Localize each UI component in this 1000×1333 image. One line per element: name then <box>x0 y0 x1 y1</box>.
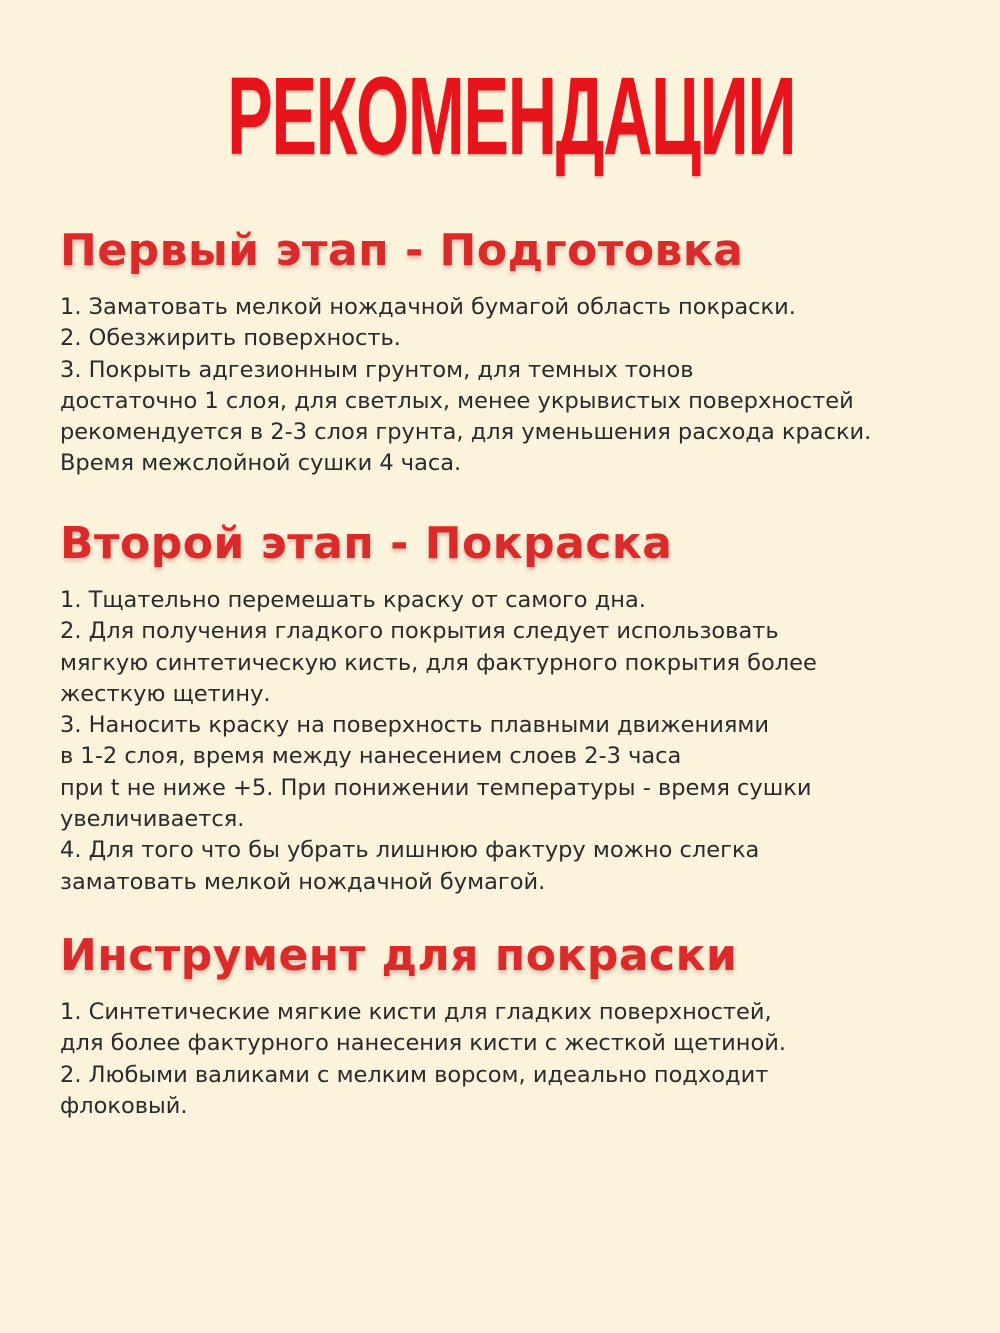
text-line: 2. Для получения гладкого покрытия следует использовать <box>60 618 779 645</box>
section-text <box>60 292 960 480</box>
text-line: заматовать мелкой нождачной бумагой. <box>60 868 546 895</box>
text-line: рекомендуется в 2-3 слоя грунта, для уменьшения расхода краски. <box>60 419 872 446</box>
text-line: при t не ниже +5. При понижении температуры - время сушки <box>60 774 812 801</box>
text-line: 4. Для того что бы убрать лишнюю фактуру можно слегка <box>60 837 760 864</box>
text-line: 3. Наносить краску на поверхность плавными движениями <box>60 712 769 739</box>
section-heading: Инструмент для покраски <box>60 930 738 981</box>
text-line: Время межслойной сушки 4 часа. <box>60 450 462 477</box>
text-line: 3. Покрыть адгезионным грунтом, для темных тонов <box>60 356 694 383</box>
text-line: достаточно 1 слоя, для светлых, менее укрывистых поверхностей <box>60 387 854 414</box>
text-line: жесткую щетину. <box>60 680 271 707</box>
text-line: 1. Тщательно перемешать краску от самого дна. <box>60 587 646 613</box>
section-preparation <box>60 222 960 480</box>
text-line: для более фактурного нанесения кисти с жесткой щетиной. <box>60 1030 787 1057</box>
section-painting <box>60 515 960 898</box>
text-line: 2. Любыми валиками с мелким ворсом, идеально подходит <box>60 1061 769 1088</box>
text-line: флоковый. <box>60 1092 188 1119</box>
text-line: мягкую синтетическую кисть, для фактурного покрытия более <box>60 649 817 676</box>
section-heading: Первый этап - Подготовка <box>60 225 744 276</box>
section-heading: Второй этап - Покраска <box>60 518 673 569</box>
text-line: в 1-2 слоя, время между нанесением слоев 2-3 часа <box>60 743 682 770</box>
page-title: РЕКОМЕНДАЦИИ <box>227 55 796 178</box>
section-tools <box>60 927 960 1122</box>
text-line: 1. Синтетические мягкие кисти для гладких поверхностей, <box>60 999 772 1025</box>
text-line: 2. Обезжирить поверхность. <box>60 325 401 352</box>
section-text <box>60 585 960 898</box>
text-line: 1. Заматовать мелкой нождачной бумагой область покраски. <box>60 294 796 320</box>
section-text <box>60 997 960 1122</box>
text-line: увеличивается. <box>60 806 245 833</box>
